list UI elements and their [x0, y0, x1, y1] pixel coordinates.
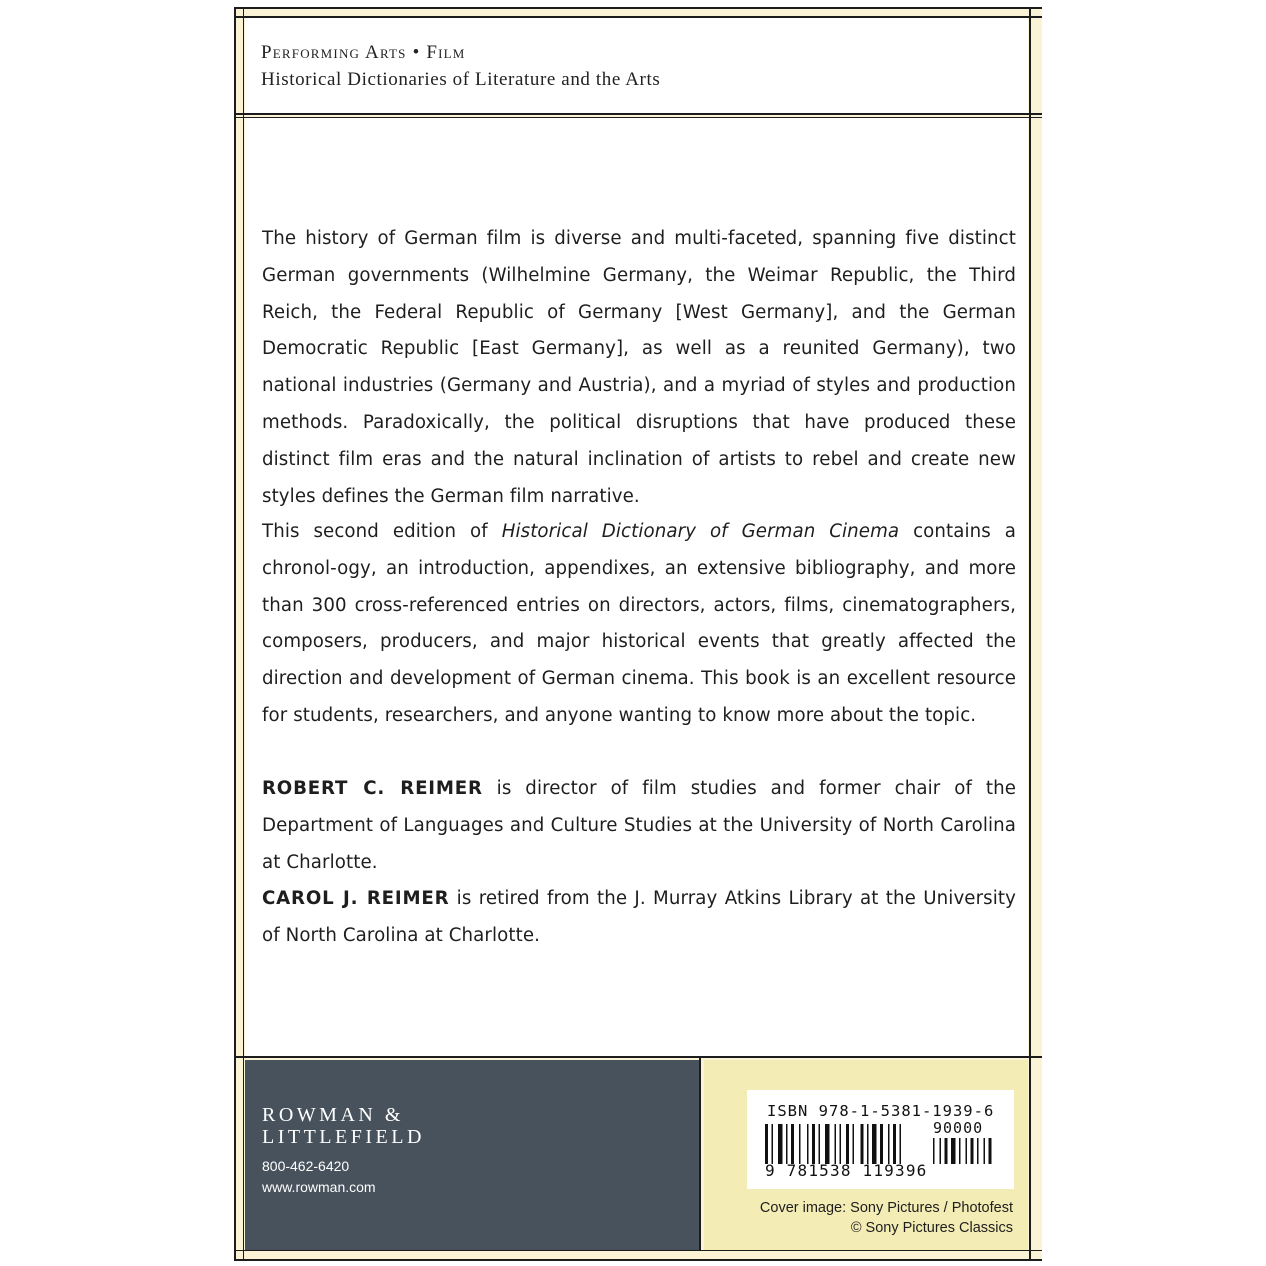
- price-code: 90000: [933, 1119, 984, 1137]
- frame-line-outer-top: [234, 7, 1042, 9]
- barcode-bar: [786, 1124, 788, 1164]
- publisher-phone: 800-462-6420: [262, 1158, 350, 1174]
- frame-line-inner-bottom: [234, 1250, 1042, 1251]
- publisher-name-line1: ROWMAN &: [262, 1104, 404, 1126]
- barcode-addon-bar: [959, 1138, 961, 1164]
- frame-line-inner-right: [1029, 7, 1031, 1261]
- description-paragraph-1: [262, 221, 1016, 515]
- barcode-bar: [846, 1124, 849, 1164]
- barcode-bar: [791, 1124, 794, 1164]
- description-text-2b: contains a chronol-ogy, an introduction, appendixes, an extensive bibliography, and more than 300 cross-referenced entries on directors, actors, films, cinematographers, composers, producers, and major historical events that greatly affected the direction and development of German cinema. This book is an excellent resource for students, researchers, and anyone wanting to know more about the topic.: [262, 521, 1016, 726]
- barcode-bar: [778, 1124, 783, 1164]
- barcode-bar: [900, 1124, 902, 1164]
- description-text-2a: This second edition of: [262, 521, 502, 542]
- series-header: [245, 18, 1028, 113]
- barcode-addon-bar: [951, 1138, 956, 1164]
- barcode-bar: [872, 1124, 877, 1164]
- barcode-addon-bar: [977, 1138, 979, 1164]
- barcode-addon-bar: [966, 1138, 968, 1164]
- barcode-bar: [799, 1124, 801, 1164]
- barcode-bar: [840, 1124, 842, 1164]
- frame-line-outer-left: [234, 7, 236, 1261]
- barcode-bar: [807, 1124, 809, 1164]
- publisher-panel: [245, 1060, 699, 1250]
- author-bio-text-2: is retired from the J. Murray Atkins Library at the University of North Carolina at Charlotte.: [262, 888, 1016, 946]
- barcode-bar: [893, 1124, 896, 1164]
- publisher-website: www.rowman.com: [262, 1179, 376, 1195]
- description-paragraph-2: [262, 514, 1016, 735]
- series-name: Historical Dictionaries of Literature and the Arts: [261, 69, 661, 90]
- barcode-bar: [765, 1124, 768, 1164]
- barcode-bar: [880, 1124, 883, 1164]
- series-category: Performing Arts • Film: [261, 42, 466, 63]
- barcode-bar: [853, 1124, 855, 1164]
- barcode-bar: [772, 1124, 774, 1164]
- barcode-bar: [825, 1124, 830, 1164]
- barcode-addon-bar: [933, 1138, 935, 1164]
- barcode-label: [747, 1090, 1014, 1189]
- isbn-number: ISBN 978-1-5381-1939-6: [767, 1102, 995, 1120]
- description-panel: [245, 118, 1028, 1056]
- barcode-bar: [819, 1124, 821, 1164]
- cover-image-credit: Cover image: Sony Pictures / Photofest: [759, 1200, 1013, 1216]
- barcode-digits: 9 781538 119396: [765, 1161, 928, 1180]
- author-bio-2: [262, 881, 1016, 955]
- copyright-credit: © Sony Pictures Classics: [850, 1220, 1013, 1236]
- book-title: Historical Dictionary of German Cinema: [501, 521, 900, 542]
- frame-line-outer-bottom: [234, 1259, 1042, 1261]
- author-bio-1: [262, 771, 1016, 881]
- barcode-addon-bar: [945, 1138, 948, 1164]
- barcode-bar: [835, 1124, 837, 1164]
- frame-line-footer-divider: [699, 1058, 701, 1250]
- description-text-1: The history of German film is diverse and multi-faceted, spanning five distinct German governments (Wilhelmine Germany, the Weimar Republic, the Third Reich, the Federal Republic of Germany [West Germany], and the German Democratic Republic [East Germany], as well as a reunited Germany), two national industries (Germany and Austria), and a myriad of styles and production methods. Paradoxically, the political disruptions that have produced these distinct film eras and the natural inclination of artists to rebel and create new styles defines the German film narrative.: [262, 228, 1016, 507]
- barcode-addon-bar: [984, 1138, 986, 1164]
- barcode-addon-bar: [989, 1138, 992, 1164]
- barcode-addon-bar: [940, 1138, 942, 1164]
- barcode-panel: [704, 1060, 1028, 1250]
- frame-line-footer-top: [234, 1056, 1042, 1058]
- barcode-bar: [867, 1124, 869, 1164]
- barcode-bar: [888, 1124, 890, 1164]
- author-name-1: ROBERT C. REIMER: [262, 778, 483, 799]
- author-bio-text-1: is director of film studies and former chair of the Department of Languages and Culture Studies at the University of North Carolina at Charlotte.: [262, 778, 1016, 873]
- barcode-addon-bar: [971, 1138, 974, 1164]
- barcode-bar: [812, 1124, 815, 1164]
- barcode-bar: [861, 1124, 864, 1164]
- frame-line-header-bottom: [234, 113, 1042, 115]
- author-name-2: CAROL J. REIMER: [262, 888, 450, 909]
- publisher-name-line2: LITTLEFIELD: [262, 1126, 425, 1148]
- publisher-logo: [262, 1104, 425, 1148]
- frame-line-inner-left: [243, 7, 244, 1261]
